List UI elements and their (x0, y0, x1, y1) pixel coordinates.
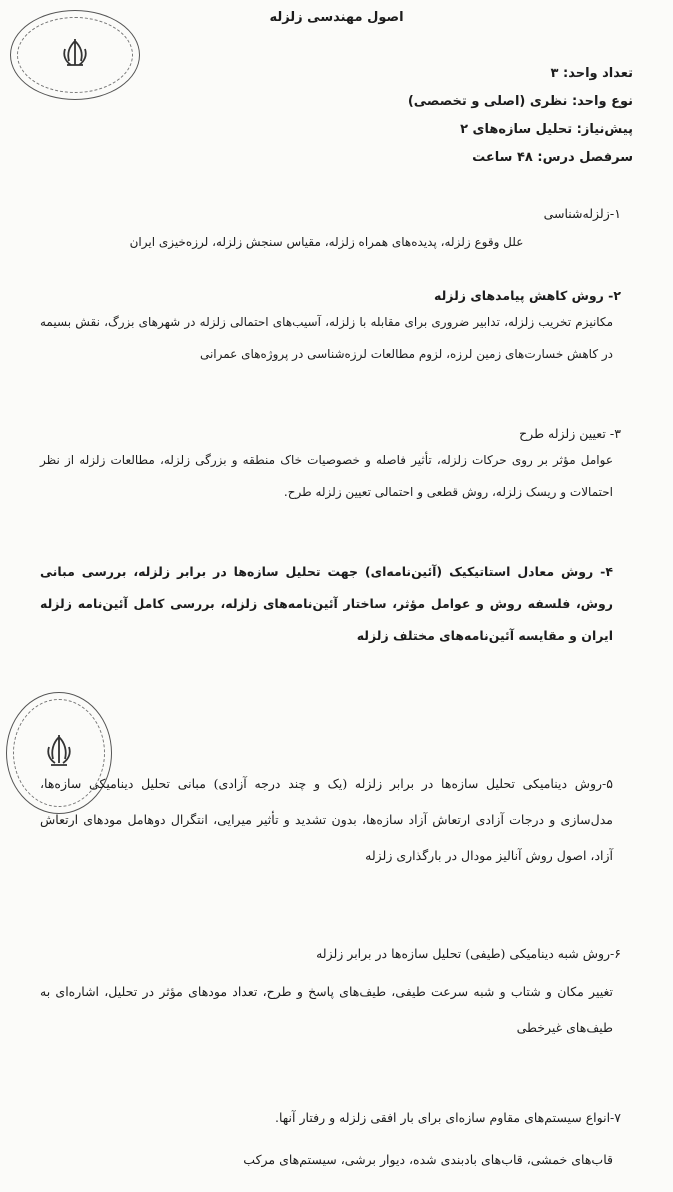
section-4-body: ۴- روش معادل استاتیکیک (آئین‌نامه‌ای) جهت تحلیل سازه‌ها در برابر زلزله، بررسی مبانی روش، فلسفه روش و عوامل مؤثر، ساختار آئین‌نامه‌های زلزله، بررسی کامل آئین‌نامه زلزله ایران و مقایسه آئین‌نامه‌های مختلف زلزله (40, 564, 613, 643)
unit-type: نوع واحد: نظری (اصلی و تخصصی) (407, 94, 633, 109)
units-count: تعداد واحد: ۳ (550, 66, 633, 81)
section-2-body: مکانیزم تخریب زلزله، تدابیر ضروری برای مقابله با زلزله، آسیب‌های احتمالی زلزله در شهرهای بزرگ، نقش بسیمه در کاهش خسارت‌های زمین لرزه، لزوم مطالعات لرزه‌شناسی در پروژه‌های عمرانی (40, 315, 613, 361)
page-title: اصول مهندسی زلزله (269, 10, 404, 25)
section-1-heading: ۱-زلزله‌شناسی (543, 206, 621, 221)
section-6-heading: ۶-روش شبه دینامیکی (طیفی) تحلیل سازه‌ها در برابر زلزله (316, 946, 621, 961)
section-3-body: عوامل مؤثر بر روی حرکات زلزله، تأثیر فاصله و خصوصیات خاک منطقه و بزرگی زلزله، مطالعات زلزله از نظر احتمالات و ریسک زلزله، روش قطعی و احتمالی تعیین زلزله طرح. (40, 453, 613, 499)
section-1-body: علل وقوع زلزله، پدیده‌های همراه زلزله، مقیاس سنجش زلزله، لرزه‌خیزی ایران (129, 235, 524, 249)
prerequisite: پیش‌نیاز: تحلیل سازه‌های ۲ (460, 122, 633, 137)
section-7-heading: ۷-انواع سیستم‌های مقاوم سازه‌ای برای بار افقی زلزله و رفتار آنها. (275, 1110, 621, 1125)
section-6-body: تغییر مکان و شتاب و شبه سرعت طیفی، طیف‌های پاسخ و طرح، تعداد مودهای مؤثر در تحلیل، اشاره‌ای به طیف‌های غیرخطی (40, 984, 613, 1035)
section-7-body: قاب‌های خمشی، قاب‌های بادبندی شده، دیوار برشی، سیستم‌های مرکب (243, 1152, 613, 1167)
section-2-heading: ۲- روش کاهش پیامدهای زلزله (434, 288, 621, 303)
section-3-heading: ۳- تعیین زلزله طرح (519, 426, 621, 441)
course-hours: سرفصل درس: ۴۸ ساعت (472, 150, 633, 165)
emblem-icon (55, 35, 95, 75)
section-5-body: ۵-روش دینامیکی تحلیل سازه‌ها در برابر زلزله (یک و چند درجه آزادی) مبانی تحلیل دینامیکی سازه‌ها، مدل‌سازی و درجات آزادی ارتعاش آزاد سازه‌ها، بدون تشدید و تأثیر میرایی، انتگرال دوهامل مودهای ارتعاش آزاد، اصول روش آنالیز مودال در بارگذاری زلزله (40, 776, 613, 863)
